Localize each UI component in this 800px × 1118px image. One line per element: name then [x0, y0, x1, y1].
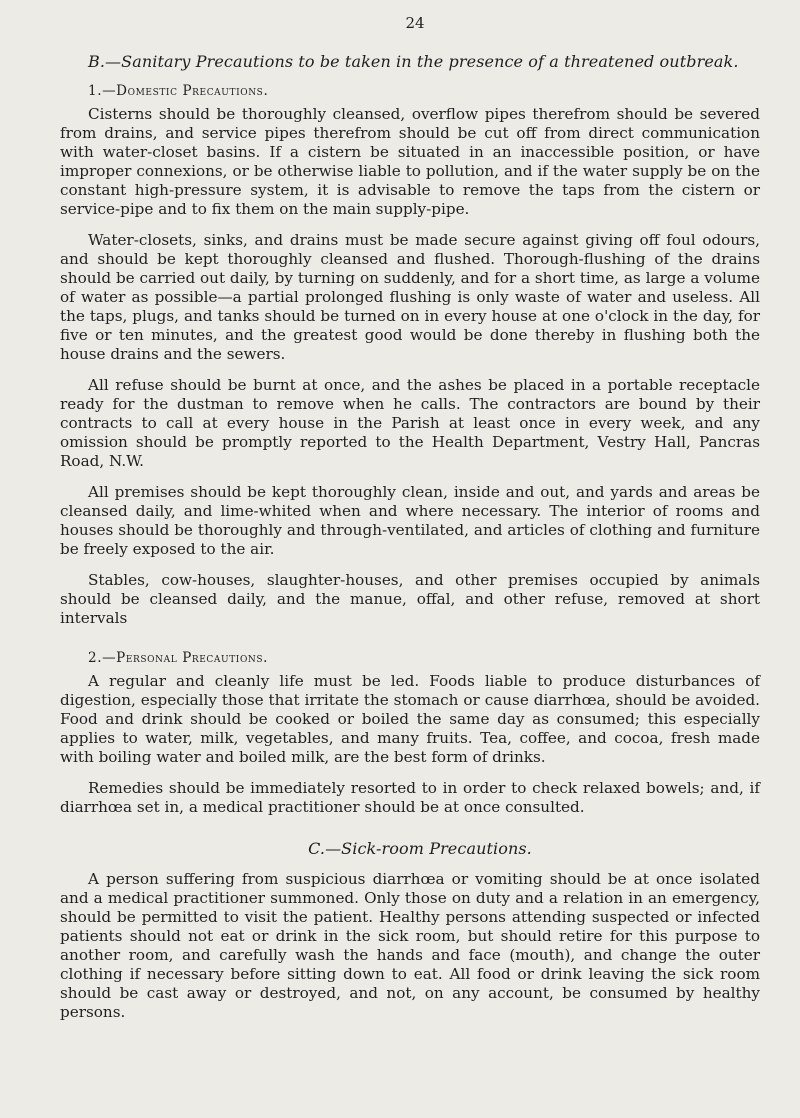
section-c-title: C.—Sick-room Precautions. [308, 839, 532, 858]
domestic-paragraph: Water-closets, sinks, and drains must be made secure against giving off foul odours, and should be kept thoroughly cleansed and flushed. Thorough-flushing of the drains should be carried out daily, by turning on suddenly, and for a short time, as large a volume of water as possible—a partial prolonged flushing is only waste of water and useless. All the taps, plugs, and tanks should be turned on in every house at one o'clock in the day, for five or ten minutes, and the greatest good would be done thereby in flushing both the house drains and the sewers. [60, 231, 760, 363]
domestic-paragraph: All refuse should be burnt at once, and the ashes be placed in a portable receptacle ready for the dustman to remove when he calls. The contractors are bound by their contracts to call at every house in the Parish at least once in every week, and any omission should be promptly reported to the Health Department, Vestry Hall, Pancras Road, N.W. [60, 376, 760, 470]
domestic-paragraph: Cisterns should be thoroughly cleansed, overflow pipes therefrom should be severed from drains, and service pipes therefrom should be cut off from direct communication with water-closet basins. If a cistern be situated in an inaccessible position, or have improper connexions, or be otherwise liable to pollution, and if the water supply be on the constant high-pressure system, it is advisable to remove the taps from the cistern or service-pipe and to fix them on the main supply-pipe. [60, 105, 760, 218]
sick-room-paragraph: A person suffering from suspicious diarrhœa or vomiting should be at once isolated and a medical practitioner summoned. Only those on duty and a relation in an emergency, should be permitted to visit the patient. Healthy persons attending suspected or infected patients should not eat or drink in the sick room, but should retire for this purpose to another room, and carefully wash the hands and face (mouth), and change the outer clothing if necessary before sitting down to eat. All food or drink leaving the sick room should be cast away or destroyed, and not, on any account, be consumed by healthy persons. [60, 870, 760, 1021]
domestic-paragraph: Stables, cow-houses, slaughter-houses, and other premises occupied by animals should be cleansed daily, and the manue, offal, and other refuse, removed at short intervals [60, 571, 760, 627]
domestic-paragraph: All premises should be kept thoroughly clean, inside and out, and yards and areas be cleansed daily, and lime-whited when and where necessary. The interior of rooms and houses should be thoroughly and through-ventilated, and articles of clothing and furniture be freely exposed to the air. [60, 483, 760, 558]
section-b-title: B.—Sanitary Precautions to be taken in the presence of a threatened outbreak. [88, 52, 739, 71]
personal-precautions-heading: 2.—Personal Precautions. [88, 650, 269, 666]
personal-paragraph: Remedies should be immediately resorted to in order to check relaxed bowels; and, if diarrhœa set in, a medical practitioner should be at once consulted. [60, 779, 760, 816]
page-number: 24 [405, 14, 425, 32]
personal-paragraph: A regular and cleanly life must be led. Foods liable to produce disturbances of digestion, especially those that irritate the stomach or cause diarrhœa, should be avoided. Food and drink should be cooked or boiled the same day as consumed; this especially applies to water, milk, vegetables, and many fruits. Tea, coffee, and cocoa, fresh made with boiling water and boiled milk, are the best form of drinks. [60, 672, 760, 766]
domestic-precautions-heading: 1.—Domestic Precautions. [88, 83, 269, 99]
